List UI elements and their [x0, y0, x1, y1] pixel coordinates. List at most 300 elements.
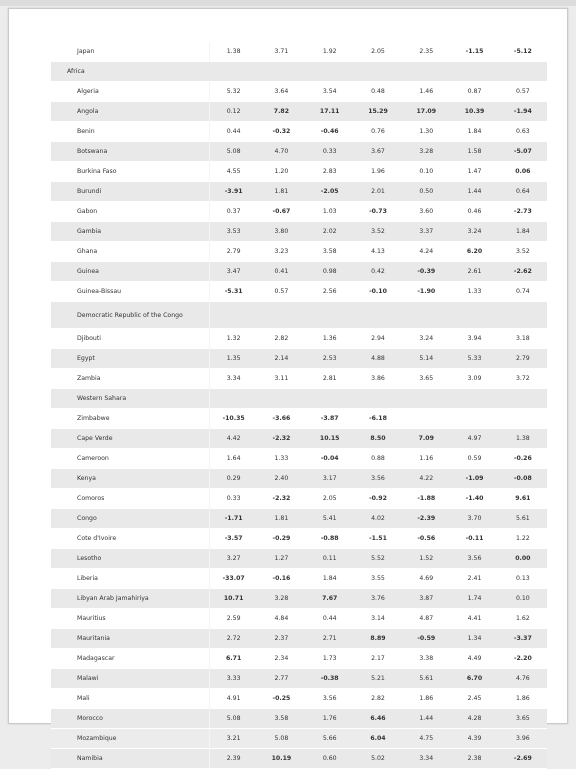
value-cell: 0.59 [450, 449, 498, 469]
country-name: Algeria [51, 82, 209, 102]
value-cell: -1.09 [450, 469, 498, 489]
value-cell: -0.10 [354, 282, 402, 302]
value-cell: 1.64 [209, 449, 257, 469]
value-cell: 0.46 [450, 202, 498, 222]
country-name: Mali [51, 689, 209, 709]
value-cell: 3.52 [354, 222, 402, 242]
value-cell: 5.08 [209, 709, 257, 729]
value-cell: 5.08 [257, 729, 305, 749]
table-row [51, 549, 547, 569]
value-cell: 0.12 [209, 102, 257, 122]
value-cell: -0.08 [499, 469, 547, 489]
value-cell: -1.94 [499, 102, 547, 122]
value-cell: 1.76 [306, 709, 354, 729]
value-cell: 5.02 [354, 749, 402, 769]
value-cell: 1.84 [499, 222, 547, 242]
value-cell: -5.12 [499, 42, 547, 62]
value-cell: 1.33 [257, 449, 305, 469]
value-cell: 2.41 [450, 569, 498, 589]
country-name: Morocco [51, 709, 209, 729]
value-cell: 4.49 [450, 649, 498, 669]
value-cell: -0.38 [306, 669, 354, 689]
country-name: Mauritania [51, 629, 209, 649]
table-row [51, 122, 547, 142]
value-cell: 3.87 [402, 589, 450, 609]
value-cell: 3.34 [402, 749, 450, 769]
table-row [51, 629, 547, 649]
value-cell: 4.76 [499, 669, 547, 689]
table-row [51, 589, 547, 609]
table-row [51, 302, 547, 329]
value-cell: -2.73 [499, 202, 547, 222]
value-cell: 2.59 [209, 609, 257, 629]
value-cell: -0.11 [450, 529, 498, 549]
value-cell: 3.24 [450, 222, 498, 242]
table-row [51, 369, 547, 389]
value-cell: 0.41 [257, 262, 305, 282]
value-cell: 2.39 [209, 749, 257, 769]
value-cell: 1.30 [402, 122, 450, 142]
value-cell: 2.56 [306, 282, 354, 302]
value-cell: 17.11 [306, 102, 354, 122]
value-cell: 1.36 [306, 329, 354, 349]
value-cell: 3.54 [306, 82, 354, 102]
value-cell [306, 389, 354, 409]
country-name: Comoros [51, 489, 209, 509]
value-cell: 4.39 [450, 729, 498, 749]
value-cell: 2.01 [354, 182, 402, 202]
value-cell: 1.46 [402, 82, 450, 102]
value-cell: -1.88 [402, 489, 450, 509]
value-cell: -5.07 [499, 142, 547, 162]
value-cell: 3.18 [499, 329, 547, 349]
country-name: Burundi [51, 182, 209, 202]
country-name: Western Sahara [51, 389, 209, 409]
value-cell: 0.00 [499, 549, 547, 569]
value-cell [450, 409, 498, 429]
table-row [51, 409, 547, 429]
value-cell: -0.73 [354, 202, 402, 222]
value-cell: 4.41 [450, 609, 498, 629]
value-cell: 3.11 [257, 369, 305, 389]
value-cell: -2.32 [257, 429, 305, 449]
value-cell: 1.86 [499, 689, 547, 709]
value-cell: 1.81 [257, 509, 305, 529]
value-cell: 4.88 [354, 349, 402, 369]
value-cell: 3.27 [209, 549, 257, 569]
value-cell: 5.41 [306, 509, 354, 529]
value-cell: 1.58 [450, 142, 498, 162]
value-cell: 4.97 [450, 429, 498, 449]
value-cell: 3.67 [354, 142, 402, 162]
value-cell: 6.20 [450, 242, 498, 262]
country-name: Lesotho [51, 549, 209, 569]
value-cell: 3.58 [257, 709, 305, 729]
value-cell: 4.91 [209, 689, 257, 709]
value-cell: 0.33 [306, 142, 354, 162]
value-cell: 3.33 [209, 669, 257, 689]
country-name: Cape Verde [51, 429, 209, 449]
value-cell: -0.39 [402, 262, 450, 282]
value-cell [306, 302, 354, 329]
value-cell: -0.46 [306, 122, 354, 142]
value-cell: 5.21 [354, 669, 402, 689]
value-cell: 0.37 [209, 202, 257, 222]
table-row [51, 242, 547, 262]
value-cell: 4.13 [354, 242, 402, 262]
value-cell: 7.82 [257, 102, 305, 122]
value-cell: -1.90 [402, 282, 450, 302]
value-cell: 17.09 [402, 102, 450, 122]
value-cell: 2.71 [306, 629, 354, 649]
value-cell: 3.09 [450, 369, 498, 389]
value-cell: 2.77 [257, 669, 305, 689]
value-cell: 1.84 [450, 122, 498, 142]
value-cell: 0.57 [499, 82, 547, 102]
value-cell: 3.23 [257, 242, 305, 262]
value-cell: 5.61 [499, 509, 547, 529]
value-cell: -2.69 [499, 749, 547, 769]
table-body [51, 42, 547, 769]
country-name: Japan [51, 42, 209, 62]
value-cell: 3.94 [450, 329, 498, 349]
value-cell: 3.80 [257, 222, 305, 242]
value-cell: 3.52 [499, 242, 547, 262]
value-cell: 8.50 [354, 429, 402, 449]
window-top-edge [0, 0, 576, 6]
value-cell: 1.74 [450, 589, 498, 609]
table-row [51, 262, 547, 282]
value-cell: 2.38 [450, 749, 498, 769]
value-cell: 0.88 [354, 449, 402, 469]
value-cell: 1.38 [209, 42, 257, 62]
table-row [51, 162, 547, 182]
value-cell: 3.53 [209, 222, 257, 242]
table-row [51, 489, 547, 509]
country-name: Malawi [51, 669, 209, 689]
value-cell: -3.57 [209, 529, 257, 549]
value-cell: 5.66 [306, 729, 354, 749]
value-cell: 0.42 [354, 262, 402, 282]
value-cell: 3.14 [354, 609, 402, 629]
value-cell: 2.05 [354, 42, 402, 62]
value-cell: 1.33 [450, 282, 498, 302]
table-row [51, 142, 547, 162]
value-cell: 5.08 [209, 142, 257, 162]
value-cell: -3.66 [257, 409, 305, 429]
value-cell [354, 389, 402, 409]
value-cell: 0.57 [257, 282, 305, 302]
value-cell: -2.39 [402, 509, 450, 529]
value-cell: -2.20 [499, 649, 547, 669]
value-cell: 3.28 [402, 142, 450, 162]
value-cell: 5.32 [209, 82, 257, 102]
value-cell: 1.32 [209, 329, 257, 349]
value-cell: -2.32 [257, 489, 305, 509]
value-cell [209, 302, 257, 329]
value-cell: 1.03 [306, 202, 354, 222]
table-row [51, 469, 547, 489]
value-cell: 1.27 [257, 549, 305, 569]
value-cell: 0.33 [209, 489, 257, 509]
value-cell [499, 389, 547, 409]
value-cell: 4.70 [257, 142, 305, 162]
value-cell: 0.13 [499, 569, 547, 589]
country-name: Guinea-Bissau [51, 282, 209, 302]
table-row [51, 429, 547, 449]
table-row [51, 202, 547, 222]
value-cell: 6.70 [450, 669, 498, 689]
value-cell: 0.29 [209, 469, 257, 489]
value-cell: 0.06 [499, 162, 547, 182]
country-name: Angola [51, 102, 209, 122]
value-cell: 2.35 [402, 42, 450, 62]
value-cell: 0.76 [354, 122, 402, 142]
value-cell: 2.72 [209, 629, 257, 649]
value-cell: -0.67 [257, 202, 305, 222]
value-cell: 0.98 [306, 262, 354, 282]
table-row [51, 42, 547, 62]
country-name: Ghana [51, 242, 209, 262]
table-row [51, 729, 547, 749]
value-cell: 0.63 [499, 122, 547, 142]
value-cell: -1.40 [450, 489, 498, 509]
country-name: Cameroon [51, 449, 209, 469]
value-cell: 3.34 [209, 369, 257, 389]
value-cell: 3.56 [306, 689, 354, 709]
table-row [51, 82, 547, 102]
value-cell: 6.04 [354, 729, 402, 749]
value-cell: 10.71 [209, 589, 257, 609]
value-cell: 3.96 [499, 729, 547, 749]
value-cell: 1.52 [402, 549, 450, 569]
value-cell: 2.05 [306, 489, 354, 509]
value-cell: 3.65 [499, 709, 547, 729]
value-cell: -0.88 [306, 529, 354, 549]
value-cell: 7.09 [402, 429, 450, 449]
value-cell: 1.96 [354, 162, 402, 182]
value-cell: -1.71 [209, 509, 257, 529]
country-name: Benin [51, 122, 209, 142]
value-cell [450, 389, 498, 409]
value-cell: 4.87 [402, 609, 450, 629]
country-name: Namibia [51, 749, 209, 769]
value-cell: 3.60 [402, 202, 450, 222]
value-cell: 3.65 [402, 369, 450, 389]
value-cell: 2.14 [257, 349, 305, 369]
value-cell [209, 389, 257, 409]
value-cell: -33.07 [209, 569, 257, 589]
value-cell: -0.04 [306, 449, 354, 469]
table-row [51, 709, 547, 729]
value-cell: 0.64 [499, 182, 547, 202]
value-cell: 2.83 [306, 162, 354, 182]
value-cell: 0.10 [402, 162, 450, 182]
value-cell: 3.17 [306, 469, 354, 489]
country-name: Congo [51, 509, 209, 529]
value-cell: 5.33 [450, 349, 498, 369]
table-row [51, 509, 547, 529]
value-cell: 3.64 [257, 82, 305, 102]
country-name: Kenya [51, 469, 209, 489]
value-cell: 2.34 [257, 649, 305, 669]
value-cell: 3.38 [402, 649, 450, 669]
value-cell: 6.46 [354, 709, 402, 729]
table-row [51, 669, 547, 689]
country-name: Madagascar [51, 649, 209, 669]
value-cell: 3.76 [354, 589, 402, 609]
value-cell: 3.24 [402, 329, 450, 349]
value-cell [402, 389, 450, 409]
value-cell: 3.47 [209, 262, 257, 282]
value-cell: 4.28 [450, 709, 498, 729]
value-cell: 3.55 [354, 569, 402, 589]
value-cell: 1.47 [450, 162, 498, 182]
value-cell: -0.26 [499, 449, 547, 469]
table-row [51, 649, 547, 669]
table-row [51, 349, 547, 369]
value-cell [402, 302, 450, 329]
value-cell: 8.89 [354, 629, 402, 649]
value-cell: 1.44 [450, 182, 498, 202]
value-cell: -0.32 [257, 122, 305, 142]
country-name: Gambia [51, 222, 209, 242]
table-row [51, 569, 547, 589]
value-cell: 9.61 [499, 489, 547, 509]
value-cell: 1.81 [257, 182, 305, 202]
value-cell: -1.15 [450, 42, 498, 62]
value-cell: 2.79 [499, 349, 547, 369]
value-cell: 7.67 [306, 589, 354, 609]
country-name: Botswana [51, 142, 209, 162]
value-cell: 4.84 [257, 609, 305, 629]
value-cell: -6.18 [354, 409, 402, 429]
value-cell: 3.28 [257, 589, 305, 609]
value-cell: 3.70 [450, 509, 498, 529]
value-cell: 2.17 [354, 649, 402, 669]
value-cell: 1.86 [402, 689, 450, 709]
value-cell: 2.82 [257, 329, 305, 349]
value-cell: 5.14 [402, 349, 450, 369]
value-cell: -0.16 [257, 569, 305, 589]
value-cell [354, 302, 402, 329]
value-cell: 3.72 [499, 369, 547, 389]
value-cell: 1.34 [450, 629, 498, 649]
value-cell: 0.10 [499, 589, 547, 609]
country-name: Libyan Arab Jamahiriya [51, 589, 209, 609]
value-cell: 3.37 [402, 222, 450, 242]
value-cell: -0.59 [402, 629, 450, 649]
value-cell: -10.35 [209, 409, 257, 429]
country-name: Guinea [51, 262, 209, 282]
value-cell: 2.53 [306, 349, 354, 369]
value-cell: 0.44 [306, 609, 354, 629]
value-cell: -1.51 [354, 529, 402, 549]
value-cell: 3.86 [354, 369, 402, 389]
value-cell: 1.92 [306, 42, 354, 62]
value-cell: 0.50 [402, 182, 450, 202]
value-cell: 0.60 [306, 749, 354, 769]
value-cell: 4.55 [209, 162, 257, 182]
table-row [51, 749, 547, 769]
value-cell: 10.15 [306, 429, 354, 449]
value-cell: 1.62 [499, 609, 547, 629]
region-filler [209, 62, 547, 82]
value-cell: 6.71 [209, 649, 257, 669]
value-cell: 4.22 [402, 469, 450, 489]
country-name: Democratic Republic of the Congo [51, 302, 209, 329]
value-cell: 3.56 [450, 549, 498, 569]
value-cell: -2.05 [306, 182, 354, 202]
value-cell: 1.73 [306, 649, 354, 669]
value-cell: 1.16 [402, 449, 450, 469]
country-name: Burkina Faso [51, 162, 209, 182]
table-row [51, 102, 547, 122]
value-cell: 2.37 [257, 629, 305, 649]
value-cell: -0.92 [354, 489, 402, 509]
country-name: Zambia [51, 369, 209, 389]
value-cell: 2.45 [450, 689, 498, 709]
value-cell: 0.11 [306, 549, 354, 569]
value-cell: 2.81 [306, 369, 354, 389]
value-cell [499, 302, 547, 329]
value-cell: 4.69 [402, 569, 450, 589]
value-cell: -3.37 [499, 629, 547, 649]
value-cell: 2.82 [354, 689, 402, 709]
value-cell: 0.44 [209, 122, 257, 142]
value-cell: 2.79 [209, 242, 257, 262]
table-row [51, 329, 547, 349]
value-cell [450, 302, 498, 329]
value-cell: 1.44 [402, 709, 450, 729]
table-row [51, 529, 547, 549]
value-cell: 1.20 [257, 162, 305, 182]
table-row [51, 449, 547, 469]
table-row [51, 282, 547, 302]
country-name: Mauritius [51, 609, 209, 629]
value-cell: 3.71 [257, 42, 305, 62]
country-name: Gabon [51, 202, 209, 222]
country-name: Cote d'Ivoire [51, 529, 209, 549]
value-cell: 3.56 [354, 469, 402, 489]
value-cell: -5.31 [209, 282, 257, 302]
value-cell: 10.39 [450, 102, 498, 122]
value-cell: 2.94 [354, 329, 402, 349]
value-cell: 4.24 [402, 242, 450, 262]
country-name: Liberia [51, 569, 209, 589]
value-cell: -0.29 [257, 529, 305, 549]
value-cell: 5.52 [354, 549, 402, 569]
country-name: Zimbabwe [51, 409, 209, 429]
growth-table [51, 42, 547, 769]
value-cell: 2.61 [450, 262, 498, 282]
value-cell: 5.61 [402, 669, 450, 689]
table-row [51, 609, 547, 629]
value-cell [257, 389, 305, 409]
value-cell: 1.22 [499, 529, 547, 549]
value-cell: 4.02 [354, 509, 402, 529]
value-cell: -0.56 [402, 529, 450, 549]
value-cell: 1.35 [209, 349, 257, 369]
value-cell: 4.75 [402, 729, 450, 749]
document-page [8, 8, 568, 762]
value-cell: 1.38 [499, 429, 547, 449]
value-cell: 0.48 [354, 82, 402, 102]
value-cell: 3.21 [209, 729, 257, 749]
value-cell: 4.42 [209, 429, 257, 449]
table-row [51, 389, 547, 409]
value-cell: 15.29 [354, 102, 402, 122]
